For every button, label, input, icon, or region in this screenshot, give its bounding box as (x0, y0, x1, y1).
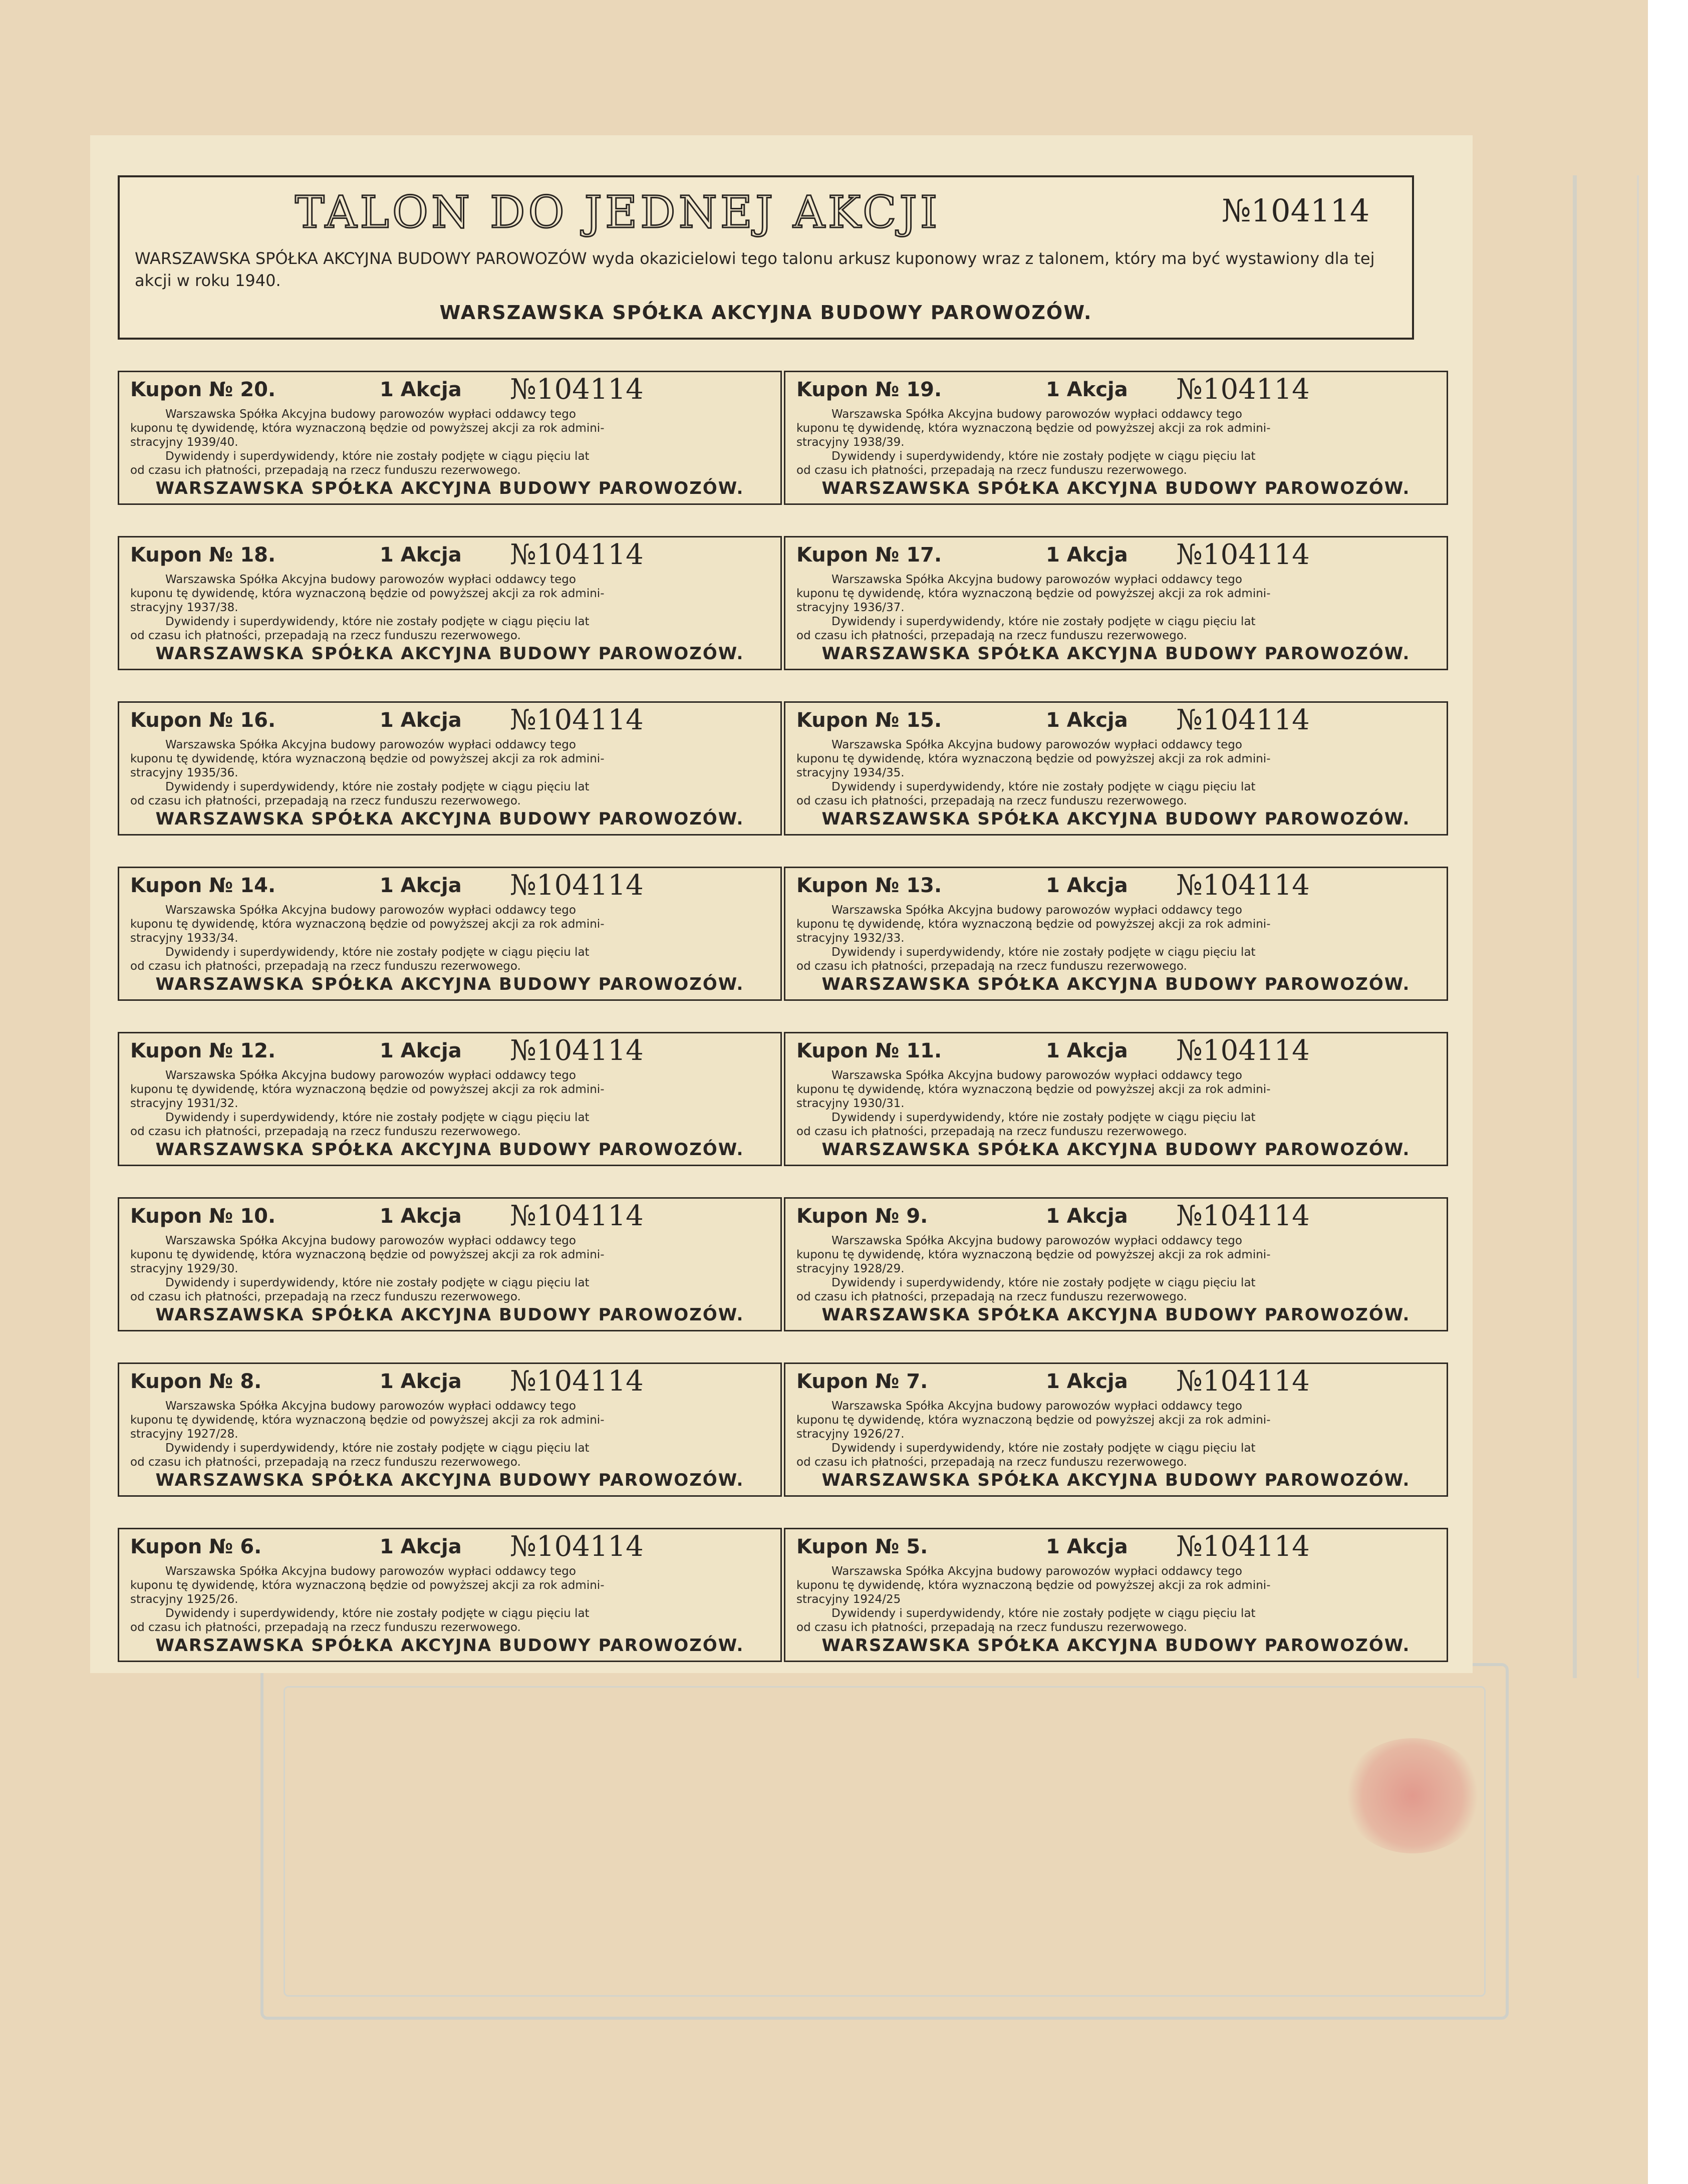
coupon-label: Kupon № 17. (796, 543, 942, 567)
coupon-label: Kupon № 13. (796, 874, 942, 897)
coupon-text: Warszawska Spółka Akcyjna budowy parowozów wypłaci oddawcy tego kuponu tę dywidendę, która wyznaczoną będzie od powyższej akcji za rok admini- stracyjny 1936/37. Dywidendy i superdywidendy, które nie zostały podjęte w ciągu pięciu lat od czasu ich płatności, przepadają na rzecz funduszu rezerwowego. (796, 573, 1271, 642)
coupon-company: WARSZAWSKA SPÓŁKA AKCYJNA BUDOWY PAROWOZÓW. (821, 1470, 1411, 1490)
coupon (118, 536, 782, 670)
coupon-text: Warszawska Spółka Akcyjna budowy parowozów wypłaci oddawcy tego kuponu tę dywidendę, która wyznaczoną będzie od powyższej akcji za rok admini- stracyjny 1927/28. Dywidendy i superdywidendy, które nie zostały podjęte w ciągu pięciu lat od czasu ich płatności, przepadają na rzecz funduszu rezerwowego. (130, 1400, 605, 1469)
coupon (784, 867, 1448, 1001)
coupon-text: Warszawska Spółka Akcyjna budowy parowozów wypłaci oddawcy tego kuponu tę dywidendę, która wyznaczoną będzie od powyższej akcji za rok admini- stracyjny 1925/26. Dywidendy i superdywidendy, które nie zostały podjęte w ciągu pięciu lat od czasu ich płatności, przepadają na rzecz funduszu rezerwowego. (130, 1565, 605, 1634)
coupon (784, 1032, 1448, 1166)
coupon-share-count: 1 Akcja (380, 1205, 462, 1228)
coupon (784, 1528, 1448, 1662)
coupon-number: №104114 (1176, 704, 1310, 736)
coupon-share-count: 1 Akcja (1046, 1370, 1128, 1393)
coupon (784, 701, 1448, 836)
coupon (118, 1032, 782, 1166)
coupon-sheet (90, 135, 1473, 1673)
coupon (784, 536, 1448, 670)
coupon-label: Kupon № 8. (130, 1370, 262, 1393)
coupon-share-count: 1 Akcja (380, 1535, 462, 1558)
coupon-text: Warszawska Spółka Akcyjna budowy parowozów wypłaci oddawcy tego kuponu tę dywidendę, która wyznaczoną będzie od powyższej akcji za rok admini- stracyjny 1929/30. Dywidendy i superdywidendy, które nie zostały podjęte w ciągu pięciu lat od czasu ich płatności, przepadają na rzecz funduszu rezerwowego. (130, 1234, 605, 1303)
coupon-label: Kupon № 10. (130, 1205, 276, 1228)
coupon-label: Kupon № 20. (130, 378, 276, 401)
coupon-text: Warszawska Spółka Akcyjna budowy parowozów wypłaci oddawcy tego kuponu tę dywidendę, która wyznaczoną będzie od powyższej akcji za rok admini- stracyjny 1935/36. Dywidendy i superdywidendy, które nie zostały podjęte w ciągu pięciu lat od czasu ich płatności, przepadają na rzecz funduszu rezerwowego. (130, 738, 605, 807)
coupon-text: Warszawska Spółka Akcyjna budowy parowozów wypłaci oddawcy tego kuponu tę dywidendę, która wyznaczoną będzie od powyższej akcji za rok admini- stracyjny 1939/40. Dywidendy i superdywidendy, które nie zostały podjęte w ciągu pięciu lat od czasu ich płatności, przepadają na rzecz funduszu rezerwowego. (130, 408, 605, 477)
coupon-share-count: 1 Akcja (1046, 709, 1128, 732)
coupon-share-count: 1 Akcja (1046, 1039, 1128, 1062)
red-stamp (1342, 1738, 1483, 1853)
coupon-number: №104114 (510, 373, 644, 406)
coupon-text: Warszawska Spółka Akcyjna budowy parowozów wypłaci oddawcy tego kuponu tę dywidendę, która wyznaczoną będzie od powyższej akcji za rok admini- stracyjny 1937/38. Dywidendy i superdywidendy, które nie zostały podjęte w ciągu pięciu lat od czasu ich płatności, przepadają na rzecz funduszu rezerwowego. (130, 573, 605, 642)
coupon-number: №104114 (1176, 373, 1310, 406)
talon-text: WARSZAWSKA SPÓŁKA AKCYJNA BUDOWY PAROWOZÓW wyda okazicielowi tego talonu arkusz kuponowy wraz z talonem, który ma być wystawiony dla tej akcji w roku 1940. (135, 249, 1375, 290)
coupon-company: WARSZAWSKA SPÓŁKA AKCYJNA BUDOWY PAROWOZÓW. (821, 478, 1411, 498)
coupon-label: Kupon № 12. (130, 1039, 276, 1062)
coupon (118, 371, 782, 505)
coupon-label: Kupon № 14. (130, 874, 276, 897)
coupon-number: №104114 (510, 1200, 644, 1232)
coupon-share-count: 1 Akcja (380, 709, 462, 732)
talon-number: №104114 (1222, 192, 1370, 229)
talon-company: WARSZAWSKA SPÓŁKA AKCYJNA BUDOWY PAROWOZÓW. (439, 302, 1092, 324)
coupon-label: Kupon № 16. (130, 709, 276, 732)
coupon-company: WARSZAWSKA SPÓŁKA AKCYJNA BUDOWY PAROWOZÓW. (155, 478, 744, 498)
coupon-number: №104114 (510, 1034, 644, 1067)
coupon-label: Kupon № 19. (796, 378, 942, 401)
coupon-text: Warszawska Spółka Akcyjna budowy parowozów wypłaci oddawcy tego kuponu tę dywidendę, która wyznaczoną będzie od powyższej akcji za rok admini- stracyjny 1931/32. Dywidendy i superdywidendy, które nie zostały podjęte w ciągu pięciu lat od czasu ich płatności, przepadają na rzecz funduszu rezerwowego. (130, 1069, 605, 1138)
talon-box (118, 175, 1414, 340)
coupon-label: Kupon № 11. (796, 1039, 942, 1062)
coupon-company: WARSZAWSKA SPÓŁKA AKCYJNA BUDOWY PAROWOZÓW. (821, 1635, 1411, 1656)
coupon-number: №104114 (1176, 1200, 1310, 1232)
coupon-company: WARSZAWSKA SPÓŁKA AKCYJNA BUDOWY PAROWOZÓW. (155, 974, 744, 994)
coupon-share-count: 1 Akcja (1046, 1535, 1128, 1558)
coupon-company: WARSZAWSKA SPÓŁKA AKCYJNA BUDOWY PAROWOZÓW. (821, 974, 1411, 994)
coupon-company: WARSZAWSKA SPÓŁKA AKCYJNA BUDOWY PAROWOZÓW. (155, 809, 744, 829)
coupon-text: Warszawska Spółka Akcyjna budowy parowozów wypłaci oddawcy tego kuponu tę dywidendę, która wyznaczoną będzie od powyższej akcji za rok admini- stracyjny 1934/35. Dywidendy i superdywidendy, które nie zostały podjęte w ciągu pięciu lat od czasu ich płatności, przepadają na rzecz funduszu rezerwowego. (796, 738, 1271, 807)
coupon (118, 867, 782, 1001)
coupon-share-count: 1 Akcja (380, 1370, 462, 1393)
coupon-company: WARSZAWSKA SPÓŁKA AKCYJNA BUDOWY PAROWOZÓW. (821, 1140, 1411, 1160)
coupon-text: Warszawska Spółka Akcyjna budowy parowozów wypłaci oddawcy tego kuponu tę dywidendę, która wyznaczoną będzie od powyższej akcji za rok admini- stracyjny 1926/27. Dywidendy i superdywidendy, które nie zostały podjęte w ciągu pięciu lat od czasu ich płatności, przepadają na rzecz funduszu rezerwowego. (796, 1400, 1271, 1469)
coupon-number: №104114 (510, 1530, 644, 1563)
coupon-share-count: 1 Akcja (1046, 378, 1128, 401)
coupon-company: WARSZAWSKA SPÓŁKA AKCYJNA BUDOWY PAROWOZÓW. (821, 809, 1411, 829)
coupon-number: №104114 (510, 869, 644, 902)
coupon-number: №104114 (1176, 538, 1310, 571)
coupon (118, 1528, 782, 1662)
coupon-share-count: 1 Akcja (380, 874, 462, 897)
coupon-number: №104114 (1176, 1034, 1310, 1067)
coupon-number: №104114 (510, 704, 644, 736)
coupon (784, 1362, 1448, 1497)
coupon-text: Warszawska Spółka Akcyjna budowy parowozów wypłaci oddawcy tego kuponu tę dywidendę, która wyznaczoną będzie od powyższej akcji za rok admini- stracyjny 1928/29. Dywidendy i superdywidendy, które nie zostały podjęte w ciągu pięciu lat od czasu ich płatności, przepadają na rzecz funduszu rezerwowego. (796, 1234, 1271, 1303)
coupon-company: WARSZAWSKA SPÓŁKA AKCYJNA BUDOWY PAROWOZÓW. (821, 644, 1411, 664)
coupon-number: №104114 (1176, 1365, 1310, 1398)
coupon-share-count: 1 Akcja (380, 378, 462, 401)
coupon (784, 371, 1448, 505)
coupon-text: Warszawska Spółka Akcyjna budowy parowozów wypłaci oddawcy tego kuponu tę dywidendę, która wyznaczoną będzie od powyższej akcji za rok admini- stracyjny 1924/25 Dywidendy i superdywidendy, które nie zostały podjęte w ciągu pięciu lat od czasu ich płatności, przepadają na rzecz funduszu rezerwowego. (796, 1565, 1271, 1634)
coupon-share-count: 1 Akcja (1046, 874, 1128, 897)
coupon-number: №104114 (510, 1365, 644, 1398)
coupon-label: Kupon № 9. (796, 1205, 928, 1228)
coupon-number: №104114 (510, 538, 644, 571)
coupon-number: №104114 (1176, 1530, 1310, 1563)
coupon-share-count: 1 Akcja (380, 1039, 462, 1062)
coupon-label: Kupon № 5. (796, 1535, 928, 1558)
coupon-company: WARSZAWSKA SPÓŁKA AKCYJNA BUDOWY PAROWOZÓW. (155, 1140, 744, 1160)
background-ornament (260, 1663, 1509, 2020)
coupon-text: Warszawska Spółka Akcyjna budowy parowozów wypłaci oddawcy tego kuponu tę dywidendę, która wyznaczoną będzie od powyższej akcji za rok admini- stracyjny 1933/34. Dywidendy i superdywidendy, które nie zostały podjęte w ciągu pięciu lat od czasu ich płatności, przepadają na rzecz funduszu rezerwowego. (130, 904, 605, 973)
coupon (784, 1197, 1448, 1331)
coupon-company: WARSZAWSKA SPÓŁKA AKCYJNA BUDOWY PAROWOZÓW. (155, 1635, 744, 1656)
coupon-company: WARSZAWSKA SPÓŁKA AKCYJNA BUDOWY PAROWOZÓW. (155, 644, 744, 664)
coupon-label: Kupon № 18. (130, 543, 276, 567)
coupon-label: Kupon № 15. (796, 709, 942, 732)
coupon-company: WARSZAWSKA SPÓŁKA AKCYJNA BUDOWY PAROWOZÓW. (821, 1305, 1411, 1325)
coupon (118, 1362, 782, 1497)
coupon (118, 701, 782, 836)
coupon-share-count: 1 Akcja (1046, 543, 1128, 567)
coupon-label: Kupon № 7. (796, 1370, 928, 1393)
coupon-text: Warszawska Spółka Akcyjna budowy parowozów wypłaci oddawcy tego kuponu tę dywidendę, która wyznaczoną będzie od powyższej akcji za rok admini- stracyjny 1930/31. Dywidendy i superdywidendy, które nie zostały podjęte w ciągu pięciu lat od czasu ich płatności, przepadają na rzecz funduszu rezerwowego. (796, 1069, 1271, 1138)
coupon-company: WARSZAWSKA SPÓŁKA AKCYJNA BUDOWY PAROWOZÓW. (155, 1470, 744, 1490)
coupon-text: Warszawska Spółka Akcyjna budowy parowozów wypłaci oddawcy tego kuponu tę dywidendę, która wyznaczoną będzie od powyższej akcji za rok admini- stracyjny 1932/33. Dywidendy i superdywidendy, które nie zostały podjęte w ciągu pięciu lat od czasu ich płatności, przepadają na rzecz funduszu rezerwowego. (796, 904, 1271, 973)
coupon-share-count: 1 Akcja (380, 543, 462, 567)
coupon-number: №104114 (1176, 869, 1310, 902)
coupon-label: Kupon № 6. (130, 1535, 262, 1558)
coupon-company: WARSZAWSKA SPÓŁKA AKCYJNA BUDOWY PAROWOZÓW. (155, 1305, 744, 1325)
coupon (118, 1197, 782, 1331)
side-ornament (1573, 175, 1639, 1678)
talon-title: TALON DO JEDNEJ AKCJI (295, 186, 941, 238)
coupon-share-count: 1 Akcja (1046, 1205, 1128, 1228)
coupon-text: Warszawska Spółka Akcyjna budowy parowozów wypłaci oddawcy tego kuponu tę dywidendę, która wyznaczoną będzie od powyższej akcji za rok admini- stracyjny 1938/39. Dywidendy i superdywidendy, które nie zostały podjęte w ciągu pięciu lat od czasu ich płatności, przepadają na rzecz funduszu rezerwowego. (796, 408, 1271, 477)
